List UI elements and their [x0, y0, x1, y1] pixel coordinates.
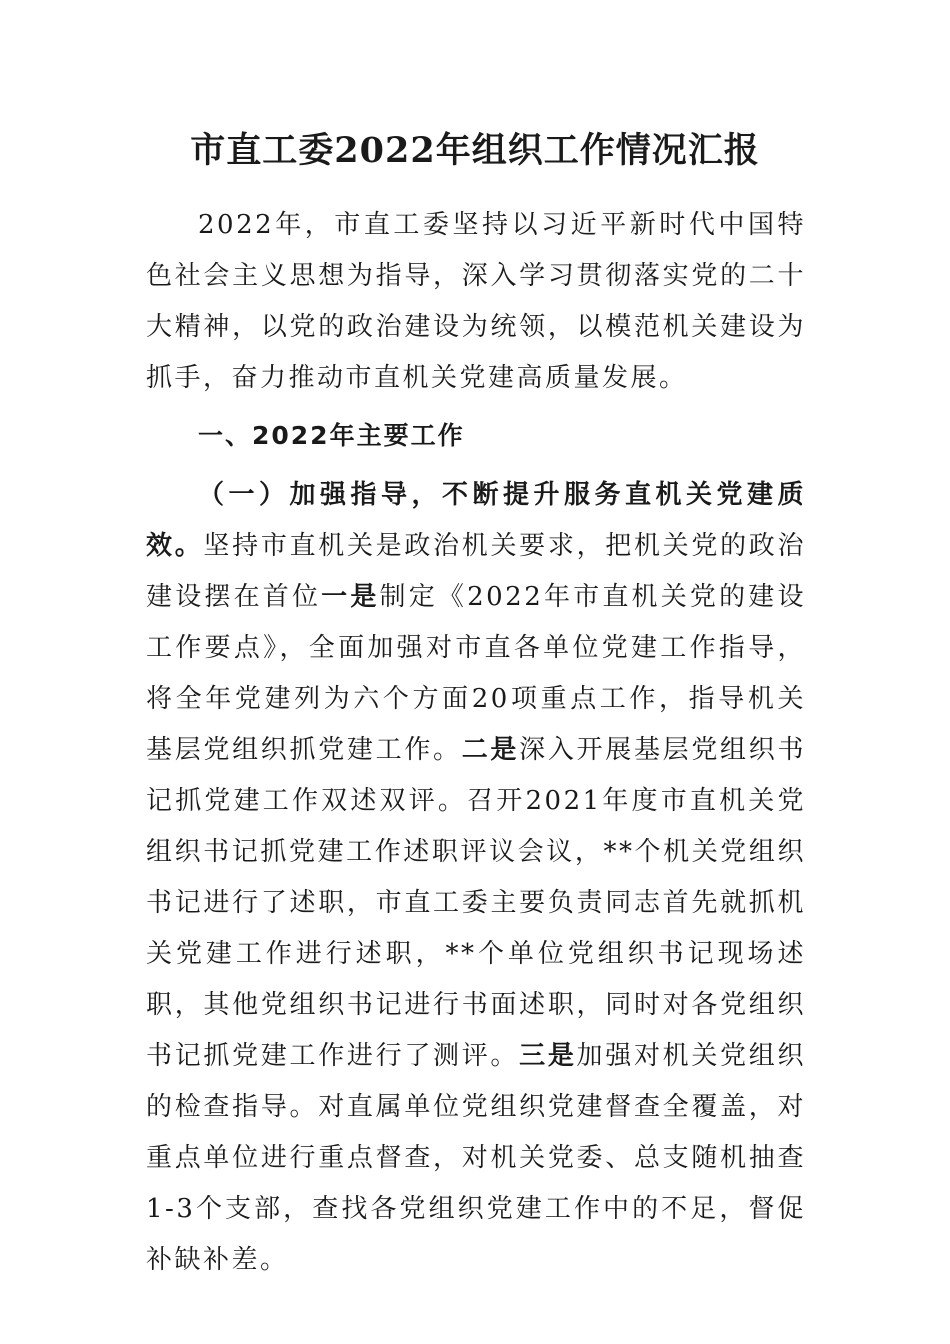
- item-marker-first: 一是: [321, 582, 380, 612]
- document-title: 市直工委2022年组织工作情况汇报: [190, 130, 760, 171]
- work-paragraph: [146, 470, 806, 1286]
- section-heading: 一、2022年主要工作: [198, 421, 465, 450]
- paragraph-text: 制定《2022年市直机关党的建设工作要点》，全面加强对市直各单位党建工作指导，将全年党建列为六个方面20项重点工作，指导机关基层党组织抓党建工作。: [146, 582, 806, 765]
- subsection-lead: （一）加强指导，不断提升服务直机关党建质效。: [146, 480, 806, 561]
- intro-paragraph: 2022年，市直工委坚持以习近平新时代中国特色社会主义思想为指导，深入学习贯彻落实党的二十大精神，以党的政治建设为统领，以模范机关建设为抓手，奋力推动市直机关党建高质量发展。: [146, 210, 806, 393]
- item-marker-third: 三是: [519, 1041, 577, 1071]
- paragraph-text: 加强对机关党组织的检查指导。对直属单位党组织党建督查全覆盖，对重点单位进行重点督查，对机关党委、总支随机抽查1-3个支部，查找各党组织党建工作中的不足，督促补缺补差。: [146, 1041, 806, 1275]
- paragraph-text: 坚持市直机关是政治机关要求，把机关党的政治建设摆在首位: [146, 531, 806, 612]
- paragraph-text: 深入开展基层党组织书记抓党建工作双述双评。召开2021年度市直机关党组织书记抓党建工作述职评议会议，**个机关党组织书记进行了述职，市直工委主要负责同志首先就抓机关党建工作进行述职，**个单位党组织书记现场述职，其他党组织书记进行书面述职，同时对各党组织书记抓党建工作进行了测评。: [146, 735, 806, 1071]
- item-marker-second: 二是: [461, 735, 520, 765]
